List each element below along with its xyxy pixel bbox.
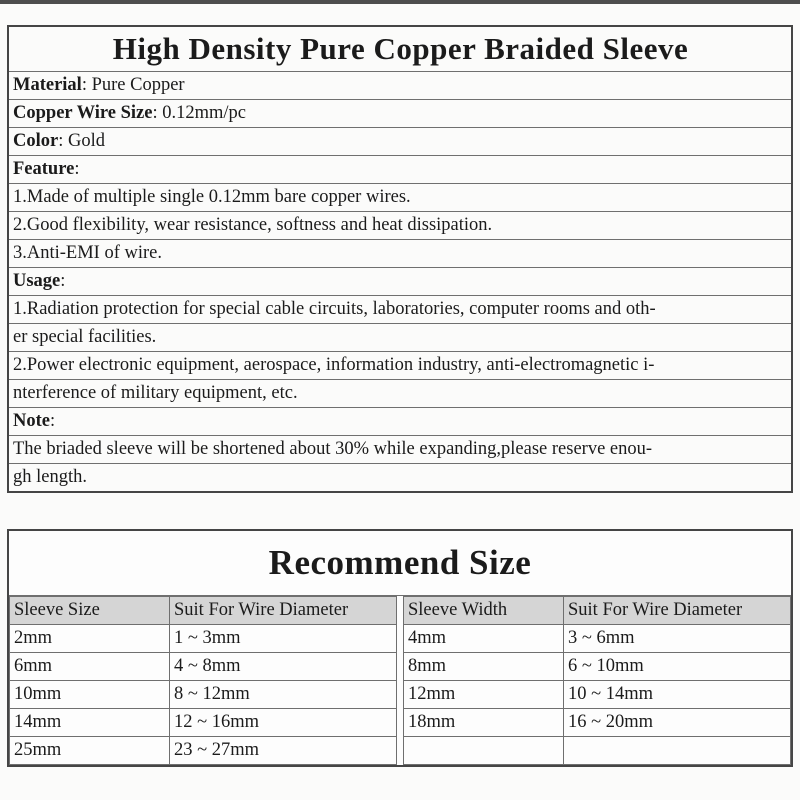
sleeve-size-cell: 6mm xyxy=(10,653,170,681)
header-row xyxy=(10,597,397,625)
spec-title-row xyxy=(8,26,792,72)
table-row xyxy=(8,380,792,408)
wire-diameter-cell xyxy=(564,737,791,765)
wire-diameter-cell: 23 ~ 27mm xyxy=(170,737,397,765)
table-row xyxy=(8,240,792,268)
wire-diameter-cell: 10 ~ 14mm xyxy=(564,681,791,709)
row-text: nterference of military equipment, etc. xyxy=(13,383,298,403)
sleeve-size-cell: 25mm xyxy=(10,737,170,765)
table-row xyxy=(404,625,791,653)
row-label: Note xyxy=(13,411,50,431)
table-row xyxy=(8,268,792,296)
product-spec-image xyxy=(7,0,793,767)
row-label: Color xyxy=(13,131,59,151)
row-text: The briaded sleeve will be shortened about 30% while expanding,please reserve enou- xyxy=(13,439,653,459)
row-text: : Pure Copper xyxy=(81,75,185,95)
table-row xyxy=(8,408,792,436)
sleeve-size-cell: 2mm xyxy=(10,625,170,653)
table-row xyxy=(8,184,792,212)
table-row xyxy=(8,436,792,464)
row-label: Material xyxy=(13,75,82,95)
table-row xyxy=(10,737,397,765)
row-text: 3.Anti-EMI of wire. xyxy=(13,243,162,263)
wire-diameter-cell: 8 ~ 12mm xyxy=(170,681,397,709)
row-text: : xyxy=(74,159,80,179)
wire-diameter-cell: 3 ~ 6mm xyxy=(564,625,791,653)
spec-table xyxy=(7,25,793,493)
table-row xyxy=(8,324,792,352)
sleeve-width-cell: 8mm xyxy=(404,653,564,681)
row-label: Feature xyxy=(13,159,75,179)
row-text: 1.Radiation protection for special cable circuits, laboratories, computer rooms and oth- xyxy=(13,299,656,319)
table-row xyxy=(10,653,397,681)
column-header: Sleeve Size xyxy=(10,597,170,625)
table-row xyxy=(404,709,791,737)
table-row xyxy=(10,709,397,737)
header-row xyxy=(404,597,791,625)
sleeve-width-cell xyxy=(404,737,564,765)
spec-table-title: High Density Pure Copper Braided Sleeve xyxy=(8,26,792,72)
table-row xyxy=(8,212,792,240)
table-row xyxy=(404,737,791,765)
table-row xyxy=(8,72,792,100)
row-text: 2.Good flexibility, wear resistance, softness and heat dissipation. xyxy=(13,215,493,235)
column-header: Suit For Wire Diameter xyxy=(170,597,397,625)
sleeve-size-cell: 14mm xyxy=(10,709,170,737)
table-row xyxy=(8,128,792,156)
row-text: : xyxy=(49,411,56,431)
row-label: Usage xyxy=(13,271,61,291)
row-text: : Gold xyxy=(58,131,105,151)
row-text: 1.Made of multiple single 0.12mm bare copper wires. xyxy=(13,187,411,207)
table-row xyxy=(404,653,791,681)
sleeve-width-cell: 12mm xyxy=(404,681,564,709)
table-row xyxy=(8,100,792,128)
table-row xyxy=(10,681,397,709)
table-row xyxy=(8,156,792,184)
sleeve-width-cell: 4mm xyxy=(404,625,564,653)
recommend-size-section xyxy=(7,529,793,767)
row-label: Copper Wire Size xyxy=(13,103,153,123)
row-text: gh length. xyxy=(13,467,87,487)
row-text: : xyxy=(60,271,66,291)
table-row xyxy=(8,296,792,324)
row-text: : 0.12mm/pc xyxy=(152,103,246,123)
wire-diameter-cell: 1 ~ 3mm xyxy=(170,625,397,653)
wire-diameter-cell: 16 ~ 20mm xyxy=(564,709,791,737)
table-row xyxy=(10,625,397,653)
size-tables-row xyxy=(9,596,791,765)
recommend-size-title: Recommend Size xyxy=(9,531,791,596)
table-row xyxy=(8,464,792,493)
size-table-left xyxy=(9,596,397,765)
row-text: 2.Power electronic equipment, aerospace, information industry, anti-electromagnetic i- xyxy=(13,355,655,375)
wire-diameter-cell: 12 ~ 16mm xyxy=(170,709,397,737)
table-row xyxy=(8,352,792,380)
sleeve-width-cell: 18mm xyxy=(404,709,564,737)
row-text: er special facilities. xyxy=(13,327,157,347)
column-header: Suit For Wire Diameter xyxy=(564,597,791,625)
column-header: Sleeve Width xyxy=(404,597,564,625)
wire-diameter-cell: 4 ~ 8mm xyxy=(170,653,397,681)
table-row xyxy=(404,681,791,709)
size-table-right xyxy=(403,596,791,765)
wire-diameter-cell: 6 ~ 10mm xyxy=(564,653,791,681)
sleeve-size-cell: 10mm xyxy=(10,681,170,709)
